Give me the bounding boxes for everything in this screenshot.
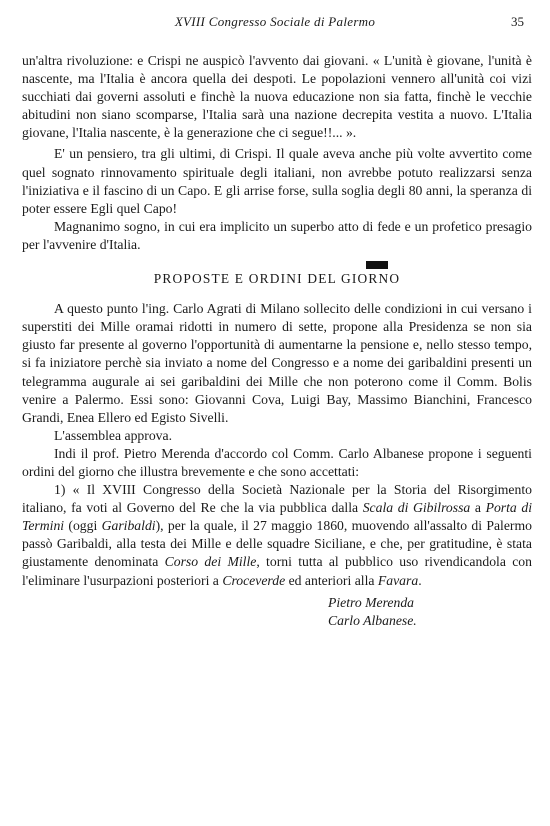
motion-text-part: a [470,500,486,516]
paragraph-magnanimo-sogno: Magnanimo sogno, in cui era implicito un superbo atto di fede e un profetico presagio per l'avvenire d'Italia. [22,218,532,252]
motion-text-part: (oggi [64,518,102,534]
motion-text [22,481,532,590]
signatures [22,594,532,630]
motion-text-part: ed anteriori alla [285,572,378,588]
section-title-text: PROPOSTE E ORDINI DEL GIORNO [153,271,401,287]
paragraph-crispi-thought: E' un pensiero, tra gli ultimi, di Crispi. Il quale aveva anche più volte avvertito come quel sognato rinnovamento spirituale degli italiani, non avrebbe potuto realizzarsi senza l'iniziativa e il fascino di un Capo. E gli arrise forse, sulla soglia degli 80 anni, la speranza di poter essere Egli quel Capo! [22,146,532,216]
place-name: Scala di Gibilrossa [362,500,471,516]
place-name: Favara [377,572,419,588]
place-name: Corso dei Mille [164,554,257,570]
signature-merenda: Pietro Merenda [328,594,415,610]
place-name: Porta di Termini [22,500,533,534]
place-name: Croceverde [222,572,286,588]
body-text [22,52,532,630]
motion-text-part: , torni tutta al pubblico uso rivendicandola con l'eliminare l'usurpazioni posteriori a [22,554,532,588]
signature-albanese: Carlo Albanese. [328,612,417,628]
page-header [0,14,550,32]
paragraph-assembly-approves: L'assemblea approva. [54,427,173,443]
motion-text-part: ), per la quale, il 27 maggio 1860, muovendo all'assalto di Palermo passò Garibaldi, alla testa dei Mille e delle squadre Siciliane, e che, per gratitudine, è stata giustamente denominata [22,518,532,570]
motion-text-part: . [418,572,422,588]
paragraph-crispi-quote: un'altra rivoluzione: e Crispi ne auspicò l'avvento dai giovani. « L'unità è giovane, l'unità è nascente, ma l'Italia è ancora quella dei despoti. Le popolazioni vennero all'unità coi vizi succhiati dai governi assoluti e finchè la nuova educazione non sia fatta, finchè le vecchie abitudini non siano scomparse, l'Italia sarà una nazione decrepita vestita a nuovo. L'Italia giovane, l'Italia nascente, è la generazione che ci segue!!... ». [22,53,532,141]
ink-mark [366,261,388,269]
page-number: 35 [511,14,524,29]
running-head: XVIII Congresso Sociale di Palermo [174,14,376,29]
section-title [22,270,532,288]
motion-text-part: 1) « Il XVIII Congresso della Società Nazionale per la Storia del Risorgimento italiano, fa voti al Governo del Re che la via pubblica dalla [22,482,532,516]
paragraph-agrati-proposal: A questo punto l'ing. Carlo Agrati di Milano sollecito delle condizioni in cui versano i superstiti dei Mille oramai ridotti in numero di sette, propone alla Presidenza se non sia giusto far presente al governo l'opportunità di aumentarne la pensione e, nello stesso tempo, si fa iniziatore perchè sia inviato a nome del Congresso e a nome dei garibaldini presenti un telegramma augurale ai sei garibaldini dei Mille che non poterono come il Comm. Bolis venire a Palermo. Essi sono: Giovanni Cova, Luigi Bay, Massimo Bianchini, Francesco Grandi, Enea Ellero ed Egisto Sivelli. [22,301,532,425]
paragraph-merenda-proposal: Indi il prof. Pietro Merenda d'accordo col Comm. Carlo Albanese propone i seguenti ordini del giorno che illustra brevemente e che sono accettati: [22,445,532,479]
place-name: Garibaldi [101,518,156,534]
